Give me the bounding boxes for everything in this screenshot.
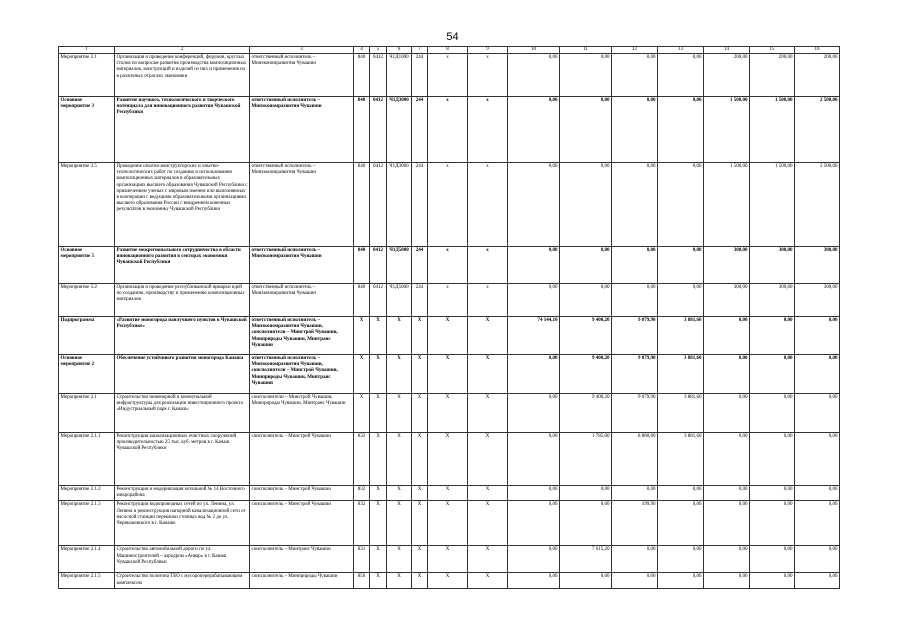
cell-y2020: 0,00	[795, 394, 840, 433]
cell-y2018: 0,00	[704, 501, 750, 546]
cell-vr: Х	[412, 317, 428, 355]
cell-col8: Х	[428, 573, 468, 589]
cell-y2016: 9 079,90	[612, 355, 658, 394]
cell-y2016: 0,00	[612, 97, 658, 163]
cell-y2020: 0,00	[795, 573, 840, 589]
cell-vr: Х	[412, 433, 428, 486]
cell-executor: соисполнитель – Минстрой Чувашии	[250, 433, 354, 486]
cell-grbs: Х	[354, 355, 370, 394]
header-cell-6: 6	[387, 47, 412, 54]
cell-vr: 244	[412, 247, 428, 284]
cell-y2017: 0,00	[658, 486, 704, 501]
header-cell-13: 13	[658, 47, 704, 54]
cell-grbs: 832	[354, 501, 370, 546]
cell-y2014: 0,00	[508, 54, 560, 97]
cell-name: Организация и проведение конференций, форумов, круглых столов по вопросам развития производства композиционных материалов, конструкций и изделий из них и применения их в различных отраслях экономики	[115, 54, 250, 97]
cell-y2018: 0,00	[704, 317, 750, 355]
cell-rzpr: Х	[370, 546, 387, 573]
cell-rzpr: Х	[370, 394, 387, 433]
cell-name: Строительство полигона ТБО с мусороперерабатывающим комплексом	[115, 573, 250, 589]
cell-y2018: 1 500,00	[704, 97, 750, 163]
cell-col8: Х	[428, 546, 468, 573]
cell-y2018: 200,00	[704, 54, 750, 97]
cell-grbs: 831	[354, 546, 370, 573]
cell-grbs: 840	[354, 247, 370, 284]
cell-executor: соисполнитель – Минстрой Чувашии	[250, 486, 354, 501]
cell-y2019: 1 500,00	[750, 163, 795, 247]
cell-y2017: 0,00	[658, 501, 704, 546]
cell-executor: ответственный исполнитель – Минэкономразвития Чувашии, соисполнители – Минстрой Чувашии, Минприроды Чувашии, Минтранс Чувашии	[250, 355, 354, 394]
budget-table	[58, 46, 840, 589]
cell-y2014: 0,00	[508, 355, 560, 394]
cell-y2019: 0,00	[750, 501, 795, 546]
cell-y2014: 0,00	[508, 97, 560, 163]
header-cell-7: 7	[412, 47, 428, 54]
cell-col8: х	[428, 247, 468, 284]
cell-grbs: 840	[354, 163, 370, 247]
header-cell-11: 11	[560, 47, 612, 54]
cell-y2014: 74 144,10	[508, 317, 560, 355]
cell-y2020: 300,00	[795, 284, 840, 317]
table-row	[59, 163, 840, 247]
cell-csr: Х	[387, 546, 412, 573]
cell-col8: Х	[428, 433, 468, 486]
cell-name: Проведение опытно-конструкторских и опытно-технологических работ по созданию и использованию композиционных материалов в образовательных организациях высшего образования Чувашской Республики с привлечением ученых с мировым именем или выполняемых в кооперации с ведущими образовательными организациями высшего образования России с внедрением конечных результатов в экономику Чувашской Республики	[115, 163, 250, 247]
cell-csr: Ч1Д3000	[387, 97, 412, 163]
cell-y2015: 0,00	[560, 501, 612, 546]
table-row	[59, 573, 840, 589]
cell-code: Мероприятие 3.5	[59, 163, 115, 247]
cell-rzpr: 0412	[370, 97, 387, 163]
cell-name: Строительство автомобильной дороги по ул. Машиностроителей – аэродром «Анвар» в г. Канаш Чувашской Республики	[115, 546, 250, 573]
cell-code: Основное мероприятие 2	[59, 355, 115, 394]
table-row	[59, 355, 840, 394]
cell-col8: Х	[428, 317, 468, 355]
cell-y2018: 0,00	[704, 433, 750, 486]
cell-col9: Х	[468, 501, 508, 546]
cell-grbs: 840	[354, 54, 370, 97]
cell-y2014: 0,00	[508, 546, 560, 573]
cell-col9: Х	[468, 355, 508, 394]
header-cell-4: 4	[354, 47, 370, 54]
cell-name: Развитие научного, технологического и творческого потенциала для инновационного развития Чувашской Республики	[115, 97, 250, 163]
cell-col9: Х	[468, 546, 508, 573]
cell-y2015: 0,00	[560, 97, 612, 163]
cell-y2020: 0,00	[795, 486, 840, 501]
cell-csr: Х	[387, 501, 412, 546]
cell-csr: Ч1Д1000	[387, 54, 412, 97]
cell-y2015: 0,00	[560, 486, 612, 501]
cell-y2016: 9 079,90	[612, 317, 658, 355]
cell-code: Мероприятие 2.1.2	[59, 486, 115, 501]
cell-y2015: 0,00	[560, 284, 612, 317]
cell-executor: ответственный исполнитель – Минэкономразвития Чувашии, соисполнители – Минстрой Чувашии, Минприроды Чувашии, Минтранс Чувашии	[250, 317, 354, 355]
cell-vr: Х	[412, 573, 428, 589]
cell-col9: х	[468, 284, 508, 317]
cell-executor: ответственный исполнитель – Минэкономразвития Чувашии	[250, 284, 354, 317]
cell-y2017: 0,00	[658, 97, 704, 163]
cell-csr: Х	[387, 317, 412, 355]
cell-csr: Х	[387, 486, 412, 501]
cell-code: Подпрограмма	[59, 317, 115, 355]
cell-executor: соисполнители – Минстрой Чувашии, Минприроды Чувашии, Минтранс Чувашии	[250, 394, 354, 433]
cell-vr: 244	[412, 97, 428, 163]
cell-col9: х	[468, 97, 508, 163]
cell-code: Мероприятие 5.2	[59, 284, 115, 317]
cell-y2019: 0,00	[750, 486, 795, 501]
cell-executor: ответственный исполнитель – Минэкономразвития Чувашии	[250, 247, 354, 284]
cell-csr: Х	[387, 573, 412, 589]
cell-rzpr: Х	[370, 486, 387, 501]
cell-y2020: 200,00	[795, 54, 840, 97]
cell-name: Реконструкция канализационных очистных сооружений производительностью 25 тыс. куб. метров в г. Канаш Чувашской Республики	[115, 433, 250, 486]
table-row	[59, 284, 840, 317]
header-cell-9: 9	[468, 47, 508, 54]
cell-col9: Х	[468, 394, 508, 433]
table-row	[59, 486, 840, 501]
cell-y2017: 3 881,60	[658, 394, 704, 433]
cell-code: Мероприятие 2.1	[59, 54, 115, 97]
cell-y2017: 0,00	[658, 247, 704, 284]
cell-y2014: 0,00	[508, 163, 560, 247]
cell-vr: 244	[412, 284, 428, 317]
cell-y2015: 7 615,20	[560, 546, 612, 573]
cell-y2020: 0,00	[795, 355, 840, 394]
cell-y2017: 0,00	[658, 54, 704, 97]
cell-col8: х	[428, 97, 468, 163]
cell-col8: х	[428, 284, 468, 317]
cell-grbs: Х	[354, 394, 370, 433]
cell-code: Основное мероприятие 5	[59, 247, 115, 284]
cell-rzpr: 0412	[370, 54, 387, 97]
cell-y2020: 0,00	[795, 317, 840, 355]
cell-y2019: 0,00	[750, 573, 795, 589]
cell-vr: Х	[412, 355, 428, 394]
cell-col8: х	[428, 54, 468, 97]
cell-rzpr: Х	[370, 317, 387, 355]
cell-grbs: 840	[354, 97, 370, 163]
cell-y2014: 0,00	[508, 284, 560, 317]
cell-y2017: 0,00	[658, 546, 704, 573]
cell-executor: ответственный исполнитель – Минэкономразвития Чувашии	[250, 163, 354, 247]
cell-y2017: 3 881,60	[658, 317, 704, 355]
header-cell-16: 16	[795, 47, 840, 54]
cell-y2017: 0,00	[658, 284, 704, 317]
cell-name: Реконструкция и модернизация котельной № 14 Восточного микрорайона	[115, 486, 250, 501]
cell-y2019: 0,00	[750, 433, 795, 486]
cell-y2019: 1 500,00	[750, 97, 795, 163]
table-row	[59, 546, 840, 573]
cell-y2015: 9 400,20	[560, 394, 612, 433]
cell-y2014: 0,00	[508, 573, 560, 589]
cell-name: Организация и проведение республиканской ярмарки идей по созданию, производству и применению композиционных материалов	[115, 284, 250, 317]
cell-y2018: 300,00	[704, 284, 750, 317]
cell-y2016: 8 880,00	[612, 433, 658, 486]
cell-name: Развитие межрегионального сотрудничества в области инновационного развития в секторах экономики Чувашской Республики	[115, 247, 250, 284]
cell-vr: 244	[412, 54, 428, 97]
cell-col8: Х	[428, 355, 468, 394]
cell-y2014: 0,00	[508, 486, 560, 501]
cell-rzpr: Х	[370, 501, 387, 546]
cell-y2015: 0,00	[560, 247, 612, 284]
cell-name: Обеспечение устойчивого развития моногорода Канаша	[115, 355, 250, 394]
cell-y2020: 0,00	[795, 433, 840, 486]
cell-executor: ответственный исполнитель – Минэкономразвития Чувашии	[250, 97, 354, 163]
cell-y2018: 0,00	[704, 573, 750, 589]
cell-grbs: 840	[354, 284, 370, 317]
cell-y2016: 0,00	[612, 54, 658, 97]
cell-executor: ответственный исполнитель – Минэкономразвития Чувашии	[250, 54, 354, 97]
table-row	[59, 54, 840, 97]
table-row	[59, 247, 840, 284]
cell-y2014: 0,00	[508, 433, 560, 486]
cell-csr: Х	[387, 433, 412, 486]
table-row	[59, 433, 840, 486]
cell-y2018: 0,00	[704, 546, 750, 573]
cell-code: Мероприятие 2.1.1	[59, 433, 115, 486]
cell-y2015: 0,00	[560, 163, 612, 247]
cell-csr: Ч1Д5000	[387, 284, 412, 317]
cell-y2020: 2 500,00	[795, 97, 840, 163]
cell-y2019: 0,00	[750, 394, 795, 433]
cell-col8: Х	[428, 501, 468, 546]
cell-col9: Х	[468, 317, 508, 355]
cell-y2018: 0,00	[704, 394, 750, 433]
cell-rzpr: 0412	[370, 247, 387, 284]
cell-y2016: 0,00	[612, 546, 658, 573]
cell-y2015: 0,00	[560, 573, 612, 589]
cell-y2015: 1 785,00	[560, 433, 612, 486]
cell-vr: 244	[412, 163, 428, 247]
cell-y2015: 9 400,20	[560, 355, 612, 394]
header-cell-10: 10	[508, 47, 560, 54]
header-row	[59, 47, 840, 54]
header-cell-15: 15	[750, 47, 795, 54]
cell-code: Мероприятие 2.1	[59, 394, 115, 433]
cell-grbs: Х	[354, 317, 370, 355]
cell-rzpr: 0412	[370, 163, 387, 247]
cell-code: Мероприятие 2.1.5	[59, 573, 115, 589]
cell-y2019: 0,00	[750, 355, 795, 394]
cell-rzpr: 0412	[370, 284, 387, 317]
table-row	[59, 394, 840, 433]
cell-executor: соисполнитель – Минприроды Чувашии	[250, 573, 354, 589]
cell-y2017: 0,00	[658, 163, 704, 247]
cell-csr: Ч1Д5000	[387, 247, 412, 284]
cell-grbs: 850	[354, 573, 370, 589]
cell-rzpr: Х	[370, 355, 387, 394]
cell-y2018: 0,00	[704, 355, 750, 394]
cell-y2016: 0,00	[612, 284, 658, 317]
cell-code: Мероприятие 2.1.3	[59, 501, 115, 546]
cell-y2015: 0,00	[560, 54, 612, 97]
cell-grbs: 832	[354, 433, 370, 486]
cell-y2018: 300,00	[704, 247, 750, 284]
cell-code: Мероприятие 2.1.4	[59, 546, 115, 573]
header-cell-2: 2	[115, 47, 250, 54]
cell-y2017: 3 881,60	[658, 355, 704, 394]
cell-name: Строительство инженерной и коммунальной инфраструктуры для реализации инвестиционного проекта «Индустриальный парк г. Канаш»	[115, 394, 250, 433]
cell-y2017: 3 881,60	[658, 433, 704, 486]
table-row	[59, 97, 840, 163]
header-cell-3: 3	[250, 47, 354, 54]
cell-csr: Ч1Д3000	[387, 163, 412, 247]
cell-y2020: 0,00	[795, 546, 840, 573]
cell-executor: соисполнитель – Минстрой Чувашии	[250, 501, 354, 546]
cell-y2014: 0,00	[508, 501, 560, 546]
cell-code: Основное мероприятие 3	[59, 97, 115, 163]
cell-y2017: 0,00	[658, 573, 704, 589]
cell-col9: Х	[468, 573, 508, 589]
header-cell-5: 5	[370, 47, 387, 54]
cell-y2016: 0,00	[612, 573, 658, 589]
cell-executor: соисполнитель – Минтранс Чувашии	[250, 546, 354, 573]
cell-col9: Х	[468, 486, 508, 501]
cell-csr: Х	[387, 394, 412, 433]
cell-y2016: 9 079,90	[612, 394, 658, 433]
cell-y2019: 0,00	[750, 546, 795, 573]
cell-y2019: 0,00	[750, 317, 795, 355]
header-cell-8: 8	[428, 47, 468, 54]
cell-col9: х	[468, 54, 508, 97]
cell-name: «Развитие моногорода наилучшего пунктов в Чувашской Республике»	[115, 317, 250, 355]
cell-y2016: 0,00	[612, 486, 658, 501]
cell-csr: Х	[387, 355, 412, 394]
cell-col9: х	[468, 247, 508, 284]
cell-vr: Х	[412, 486, 428, 501]
page-number: 54	[446, 31, 459, 43]
cell-vr: Х	[412, 546, 428, 573]
cell-col8: х	[428, 163, 468, 247]
cell-y2019: 300,00	[750, 247, 795, 284]
cell-rzpr: Х	[370, 573, 387, 589]
header-cell-14: 14	[704, 47, 750, 54]
cell-col9: Х	[468, 433, 508, 486]
cell-y2016: 199,90	[612, 501, 658, 546]
cell-rzpr: Х	[370, 433, 387, 486]
cell-col9: х	[468, 163, 508, 247]
cell-col8: Х	[428, 394, 468, 433]
cell-vr: Х	[412, 394, 428, 433]
cell-col8: Х	[428, 486, 468, 501]
header-cell-1: 1	[59, 47, 115, 54]
cell-y2020: 0,00	[795, 501, 840, 546]
cell-y2019: 200,00	[750, 54, 795, 97]
table-row	[59, 317, 840, 355]
cell-y2015: 9 400,20	[560, 317, 612, 355]
cell-y2018: 1 500,00	[704, 163, 750, 247]
cell-y2016: 0,00	[612, 163, 658, 247]
cell-y2020: 300,00	[795, 247, 840, 284]
cell-y2016: 0,00	[612, 247, 658, 284]
cell-y2019: 300,00	[750, 284, 795, 317]
cell-y2014: 0,00	[508, 394, 560, 433]
table-row	[59, 501, 840, 546]
cell-name: Реконструкция водопроводных сетей по ул. Ленина, ул. Ленина и реконструкция напорной канализационной сети от насосной станции перекачки сточных вод № 2 до ул. Чернышевского в г. Канаше	[115, 501, 250, 546]
header-cell-12: 12	[612, 47, 658, 54]
cell-y2020: 2 500,00	[795, 163, 840, 247]
cell-y2018: 0,00	[704, 486, 750, 501]
cell-y2014: 0,00	[508, 247, 560, 284]
cell-vr: Х	[412, 501, 428, 546]
cell-grbs: 832	[354, 486, 370, 501]
